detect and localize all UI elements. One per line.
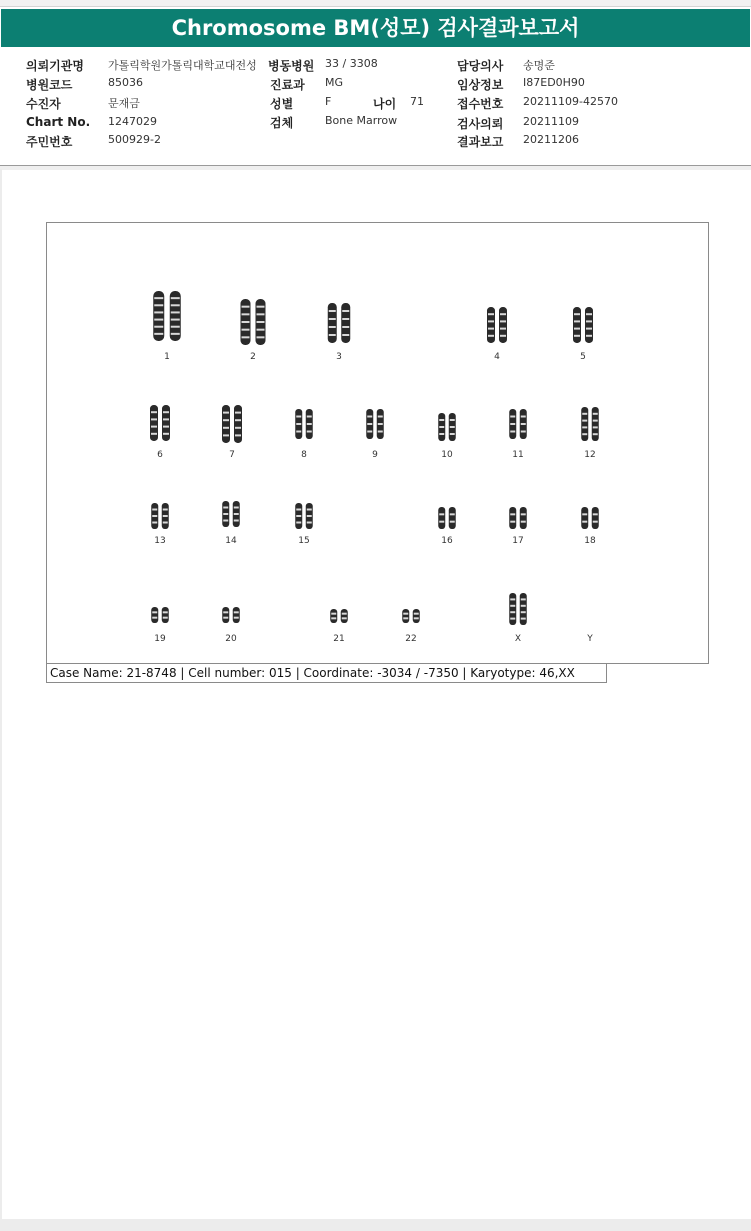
chromosome-band	[510, 618, 515, 620]
chromosome-12-a	[581, 407, 588, 441]
dept-label: 진료과	[270, 78, 305, 92]
chromosome-16-b	[449, 507, 456, 529]
chromosome-label-5: 5	[580, 352, 586, 362]
chromosome-band	[234, 617, 239, 619]
chromosome-band	[163, 433, 169, 435]
chromosome-band	[223, 513, 228, 515]
report-date-value: 20211206	[523, 133, 579, 146]
chromosome-band	[331, 617, 336, 619]
receipt-label: 접수번호	[457, 97, 504, 111]
chromosome-band	[171, 326, 180, 328]
chromosome-label-9: 9	[372, 450, 378, 460]
chromosome-band	[367, 423, 372, 425]
chromosome-band	[152, 515, 157, 517]
clinical-label: 임상정보	[457, 78, 504, 92]
chromosome-band	[450, 513, 455, 515]
institution-label: 의뢰기관명	[26, 59, 84, 73]
chromosome-band	[510, 605, 515, 607]
chromosome-band	[521, 521, 526, 523]
chromosome-band	[154, 311, 163, 313]
chromosome-band	[235, 427, 241, 429]
chromosome-pair-1	[153, 291, 181, 362]
chromosome-band	[152, 617, 157, 619]
chromosome-band	[582, 521, 587, 523]
chromosome-band	[439, 513, 444, 515]
chromosome-pair-8	[295, 409, 313, 460]
chromosome-band	[307, 431, 312, 433]
chromosome-band	[152, 611, 157, 613]
chromosome-band	[510, 431, 515, 433]
chromosome-band	[171, 333, 180, 335]
chromosome-band	[414, 613, 419, 615]
top-border	[0, 0, 751, 7]
chromosome-5-b	[585, 307, 593, 343]
chromosome-band	[450, 419, 455, 421]
request-label: 검사의뢰	[457, 117, 504, 131]
chromosome-band	[171, 311, 180, 313]
chromosome-band	[154, 304, 163, 306]
page-edge	[0, 169, 2, 1219]
chromosome-pair-7	[222, 405, 242, 460]
chromosome-band	[151, 433, 157, 435]
chromosome-band	[500, 313, 506, 315]
chromosome-band	[586, 320, 592, 322]
chromosome-band	[521, 416, 526, 418]
chromosome-label-7: 7	[229, 450, 235, 460]
chromosome-band	[152, 522, 157, 524]
chromosome-band	[257, 313, 265, 315]
chromosome-band	[234, 520, 239, 522]
chromosome-band	[582, 413, 587, 415]
chromosome-band	[171, 297, 180, 299]
chromosome-band	[296, 423, 301, 425]
chromosome-band	[439, 433, 444, 435]
specimen-label: 검체	[270, 116, 294, 130]
chromosome-4-a	[487, 307, 495, 343]
chromosome-label-1: 1	[164, 352, 170, 362]
chromosome-band	[234, 513, 239, 515]
chromosome-22-a	[402, 609, 409, 623]
chromosome-band	[223, 611, 228, 613]
chromosome-band	[367, 431, 372, 433]
hospital-code-value: 85036	[108, 76, 143, 89]
chromosome-band	[593, 521, 598, 523]
chromosome-band	[521, 605, 526, 607]
clinical-value: I87ED0H90	[523, 76, 585, 89]
chromosome-pair-4	[487, 307, 507, 362]
chromosome-band	[582, 513, 587, 515]
chromosome-x-b	[520, 593, 527, 625]
chromosome-18-a	[581, 507, 588, 529]
hospital-code-label: 병원코드	[26, 78, 73, 92]
chromosome-21-b	[341, 609, 348, 623]
dept-value: MG	[325, 76, 344, 89]
chromosome-6-a	[150, 405, 158, 441]
chromosome-band	[510, 521, 515, 523]
chromosome-label-3: 3	[336, 352, 342, 362]
chromosome-band	[450, 433, 455, 435]
chromosome-pair-12	[581, 407, 599, 460]
chromosome-x-a	[509, 593, 516, 625]
chromosome-label-2: 2	[250, 352, 256, 362]
chromosome-19-a	[151, 607, 158, 623]
id-value: 500929-2	[108, 133, 161, 146]
chromosome-band	[163, 411, 169, 413]
chromosome-pair-3	[328, 303, 351, 362]
chromosome-band	[378, 423, 383, 425]
institution-value: 가톨릭학원가톨릭대학교대전성	[108, 59, 257, 72]
chromosome-band	[488, 335, 494, 337]
patient-value: 문재금	[108, 97, 140, 110]
chromosome-band	[307, 515, 312, 517]
chart-label: Chart No.	[26, 115, 91, 129]
chromosome-pair-6	[150, 405, 170, 460]
chromosome-band	[163, 509, 168, 511]
chromosome-band	[488, 328, 494, 330]
chromosome-band	[500, 328, 506, 330]
chromosome-band	[257, 306, 265, 308]
chromosome-band	[586, 313, 592, 315]
chromosome-pair-18	[581, 507, 599, 546]
chromosome-band	[151, 418, 157, 420]
chromosome-3-a	[328, 303, 337, 343]
chromosome-band	[582, 426, 587, 428]
chromosome-band	[223, 507, 228, 509]
chromosome-band	[378, 416, 383, 418]
chromosome-band	[329, 334, 336, 336]
chromosome-band	[234, 507, 239, 509]
chromosome-band	[296, 431, 301, 433]
ward-value: 33 / 3308	[325, 57, 378, 70]
chromosome-band	[223, 419, 229, 421]
chromosome-band	[403, 613, 408, 615]
chromosome-band	[593, 426, 598, 428]
chromosome-21-a	[330, 609, 337, 623]
chromosome-band	[582, 420, 587, 422]
chromosome-band	[242, 329, 250, 331]
chromosome-band	[307, 416, 312, 418]
chromosome-band	[242, 336, 250, 338]
chromosome-label-14: 14	[225, 536, 237, 546]
chromosome-pair-9	[366, 409, 384, 460]
chromosome-band	[223, 617, 228, 619]
chromosome-label-18: 18	[584, 536, 596, 546]
chromosome-band	[403, 617, 408, 619]
chromosome-band	[574, 328, 580, 330]
chromosome-label-4: 4	[494, 352, 500, 362]
chromosome-band	[163, 418, 169, 420]
chromosome-band	[378, 431, 383, 433]
chromosome-band	[296, 515, 301, 517]
chromosome-band	[521, 431, 526, 433]
request-value: 20211109	[523, 115, 579, 128]
chromosome-label-16: 16	[441, 536, 453, 546]
chromosome-band	[500, 320, 506, 322]
chromosome-pair-10	[438, 413, 456, 460]
chromosome-label-12: 12	[584, 450, 596, 460]
chromosome-band	[574, 335, 580, 337]
chromosome-band	[342, 613, 347, 615]
chromosome-band	[593, 433, 598, 435]
chromosome-band	[521, 423, 526, 425]
chromosome-pair-14	[222, 501, 240, 546]
chromosome-band	[242, 321, 250, 323]
chromosome-12-b	[592, 407, 599, 441]
chromosome-pair-15	[295, 503, 313, 546]
chromosome-19-b	[162, 607, 169, 623]
chromosome-band	[488, 313, 494, 315]
chromosome-band	[257, 329, 265, 331]
karyogram-figure	[47, 223, 708, 663]
chromosome-pair-21	[330, 609, 348, 644]
doctor-label: 담당의사	[457, 59, 504, 73]
chromosome-band	[450, 521, 455, 523]
chromosome-band	[414, 617, 419, 619]
chromosome-band	[163, 611, 168, 613]
chromosome-band	[488, 320, 494, 322]
chromosome-label-13: 13	[154, 536, 166, 546]
chromosome-18-b	[592, 507, 599, 529]
chromosome-band	[154, 326, 163, 328]
chromosome-band	[439, 419, 444, 421]
chromosome-7-b	[234, 405, 242, 443]
chromosome-label-x: X	[514, 634, 522, 644]
chromosome-label-6: 6	[157, 450, 163, 460]
chromosome-band	[521, 513, 526, 515]
chromosome-pair-x	[509, 593, 527, 644]
chromosome-label-20: 20	[225, 634, 237, 644]
chromosome-band	[521, 618, 526, 620]
chromosome-5-a	[573, 307, 581, 343]
chromosome-band	[307, 509, 312, 511]
chromosome-3-b	[341, 303, 350, 343]
chromosome-band	[307, 423, 312, 425]
chromosome-pair-16	[438, 507, 456, 546]
chromosome-band	[234, 611, 239, 613]
chromosome-band	[329, 318, 336, 320]
chromosome-label-11: 11	[512, 450, 524, 460]
chromosome-band	[510, 598, 515, 600]
chromosome-band	[510, 423, 515, 425]
report-date-label: 결과보고	[457, 135, 504, 149]
chromosome-label-y: Y	[587, 634, 593, 644]
chromosome-band	[223, 520, 228, 522]
ward-label: 병동병원	[268, 59, 315, 73]
chromosome-band	[510, 611, 515, 613]
chromosome-20-a	[222, 607, 229, 623]
chromosome-band	[510, 513, 515, 515]
sex-value: F	[325, 95, 332, 108]
chromosome-band	[152, 509, 157, 511]
chromosome-16-a	[438, 507, 445, 529]
chromosome-band	[235, 412, 241, 414]
receipt-value: 20211109-42570	[523, 95, 618, 108]
chromosome-band	[342, 310, 349, 312]
chromosome-pair-5	[573, 307, 593, 362]
chromosome-band	[223, 434, 229, 436]
chromosome-band	[582, 433, 587, 435]
patient-label: 수진자	[26, 97, 61, 111]
chromosome-label-22: 22	[405, 634, 417, 644]
chromosome-band	[257, 321, 265, 323]
chart-value: 1247029	[108, 115, 157, 128]
chromosome-band	[342, 334, 349, 336]
chromosome-band	[296, 509, 301, 511]
chromosome-4-b	[499, 307, 507, 343]
chromosome-band	[586, 328, 592, 330]
chromosome-band	[171, 319, 180, 321]
chromosome-6-b	[162, 405, 170, 441]
chromosome-label-19: 19	[154, 634, 166, 644]
chromosome-band	[242, 306, 250, 308]
chromosome-label-10: 10	[441, 450, 453, 460]
chromosome-band	[367, 416, 372, 418]
chromosome-band	[593, 513, 598, 515]
karyogram-caption: Case Name: 21-8748 | Cell number: 015 | Coordinate: -3034 / -7350 | Karyotype: 46,XX	[46, 663, 607, 683]
chromosome-band	[500, 335, 506, 337]
chromosome-pair-11	[509, 409, 527, 460]
karyogram-image	[46, 222, 709, 664]
chromosome-band	[329, 326, 336, 328]
id-label: 주민번호	[26, 135, 73, 149]
chromosome-band	[342, 617, 347, 619]
chromosome-band	[171, 304, 180, 306]
chromosome-band	[593, 413, 598, 415]
chromosome-band	[342, 318, 349, 320]
chromosome-band	[163, 617, 168, 619]
sex-label: 성별	[270, 97, 294, 111]
chromosome-band	[235, 434, 241, 436]
chromosome-band	[163, 515, 168, 517]
chromosome-band	[439, 426, 444, 428]
chromosome-band	[154, 333, 163, 335]
chromosome-band	[574, 313, 580, 315]
chromosome-pair-22	[402, 609, 420, 644]
chromosome-band	[296, 416, 301, 418]
chromosome-band	[521, 611, 526, 613]
chromosome-band	[521, 598, 526, 600]
bottom-border	[0, 1219, 751, 1231]
chromosome-band	[439, 521, 444, 523]
chromosome-label-8: 8	[301, 450, 307, 460]
chromosome-band	[586, 335, 592, 337]
age-value: 71	[410, 95, 424, 108]
chromosome-pair-17	[509, 507, 527, 546]
chromosome-band	[296, 522, 301, 524]
chromosome-band	[151, 411, 157, 413]
chromosome-band	[257, 336, 265, 338]
chromosome-17-b	[520, 507, 527, 529]
specimen-value: Bone Marrow	[325, 114, 398, 127]
chromosome-label-15: 15	[298, 536, 310, 546]
chromosome-band	[163, 522, 168, 524]
chromosome-band	[223, 412, 229, 414]
chromosome-label-17: 17	[512, 536, 524, 546]
doctor-value: 송명준	[523, 59, 555, 72]
chromosome-22-b	[413, 609, 420, 623]
header-divider	[0, 165, 751, 170]
chromosome-band	[342, 326, 349, 328]
chromosome-band	[163, 426, 169, 428]
chromosome-band	[329, 310, 336, 312]
chromosome-band	[154, 319, 163, 321]
chromosome-band	[242, 313, 250, 315]
chromosome-band	[574, 320, 580, 322]
chromosome-band	[307, 522, 312, 524]
chromosome-band	[154, 297, 163, 299]
chromosome-band	[450, 426, 455, 428]
chromosome-band	[235, 419, 241, 421]
report-title: Chromosome BM(성모) 검사결과보고서	[1, 9, 750, 47]
chromosome-band	[151, 426, 157, 428]
chromosome-17-a	[509, 507, 516, 529]
chromosome-pair-13	[151, 503, 169, 546]
chromosome-20-b	[233, 607, 240, 623]
chromosome-7-a	[222, 405, 230, 443]
chromosome-pair-2	[241, 299, 266, 362]
age-label: 나이	[373, 97, 397, 111]
chromosome-pair-20	[222, 607, 240, 644]
chromosome-band	[223, 427, 229, 429]
chromosome-band	[510, 416, 515, 418]
chromosome-pair-y	[586, 634, 593, 644]
chromosome-band	[331, 613, 336, 615]
chromosome-pair-19	[151, 607, 169, 644]
chromosome-label-21: 21	[333, 634, 345, 644]
chromosome-band	[593, 420, 598, 422]
